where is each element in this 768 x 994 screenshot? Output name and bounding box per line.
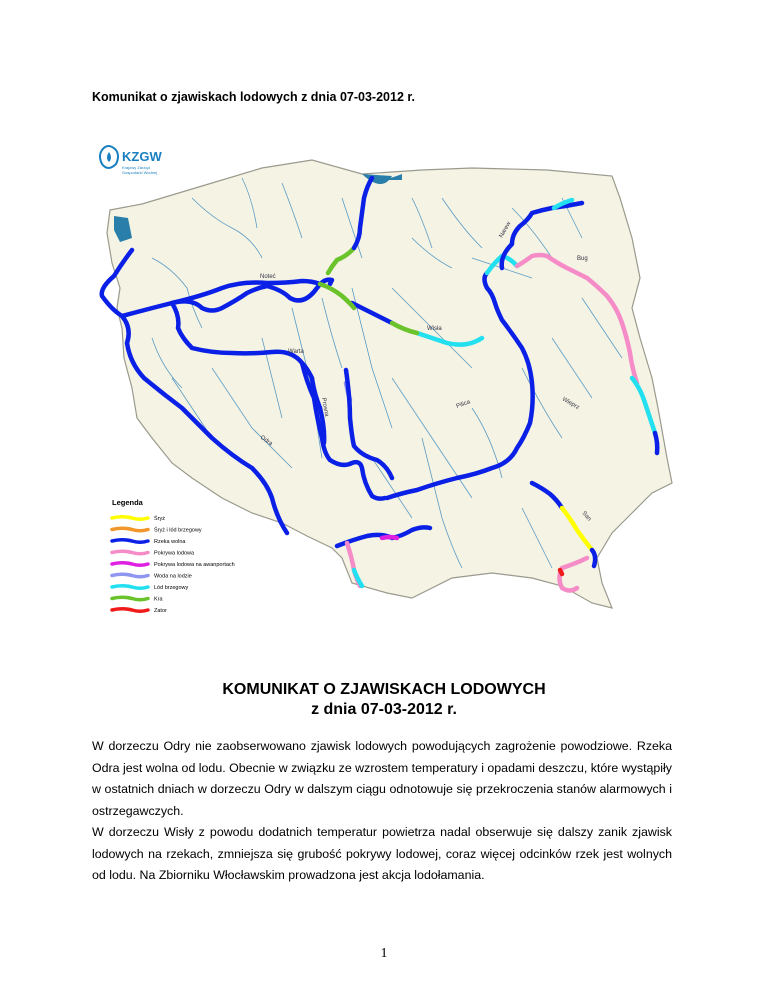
river-label-wisla: Wisła bbox=[427, 326, 442, 332]
legend-swatch bbox=[112, 517, 148, 520]
legend-swatch bbox=[112, 551, 148, 554]
legend-label: Pokrywa lodowa na awanportach bbox=[154, 562, 235, 568]
legend-swatch bbox=[112, 563, 148, 566]
legend-title: Legenda bbox=[112, 498, 143, 507]
river-label-wieprz: Wieprz bbox=[561, 396, 581, 412]
river-label-warta: Warta bbox=[288, 349, 304, 355]
river-label-san: San bbox=[580, 510, 592, 523]
river-label-pilica: Pilica bbox=[455, 399, 472, 410]
page-number: 1 bbox=[380, 946, 388, 961]
legend-label: Woda na lodzie bbox=[154, 573, 192, 580]
legend-label: Pokrywa lodowa bbox=[154, 550, 195, 557]
kzgw-logo bbox=[100, 146, 162, 175]
body-text bbox=[92, 736, 672, 887]
river-label-narew: Narew bbox=[498, 220, 513, 239]
legend-swatch bbox=[112, 528, 148, 531]
legend-swatch bbox=[112, 574, 148, 577]
legend-swatch bbox=[112, 609, 148, 612]
legend-label: Zator bbox=[154, 608, 167, 614]
river-label-bug: Bug bbox=[577, 256, 588, 262]
legend-label: Śryż i lód brzegowy bbox=[154, 527, 202, 534]
paragraph-odra: W dorzeczu Odry nie zaobserwowano zjawisk lodowych powodujących zagrożenie powodziowe. Rzeka Odra jest wolna od lodu. Obecnie w związku ze wzrostem temperatury i opadami deszczu, które wystąpiły w ostatnich dniach w dorzeczu Odry w dalszym ciągu odnotowuje się przekroczenia stanów alarmowych i ostrzegawczych. bbox=[92, 739, 672, 818]
logo-subtitle-1: Krajowy Zarząd bbox=[122, 165, 150, 170]
logo-subtitle-2: Gospodarki Wodnej bbox=[122, 170, 158, 175]
legend-label: Rzeka wolna bbox=[154, 539, 186, 545]
map-legend bbox=[112, 498, 235, 614]
legend-swatch bbox=[112, 540, 148, 543]
legend-label: Kra bbox=[154, 596, 163, 603]
paragraph-wisla: W dorzeczu Wisły z powodu dodatnich temperatur powietrza nadal obserwuje się dalszy zanik zjawisk lodowych na rzekach, zmniejsza się grubość pokrywy lodowej, coraz więcej odcinków rzek jest wolnych od lodu. Na Zbiorniku Włocławskim prowadzona jest akcja lodołamania. bbox=[92, 825, 672, 882]
river-label-prosna: Prosna bbox=[320, 397, 330, 418]
main-title: KOMUNIKAT O ZJAWISKACH LODOWYCH bbox=[222, 681, 546, 698]
legend-label: Śryż bbox=[154, 516, 165, 522]
legend-label: Lód brzegowy bbox=[154, 585, 189, 591]
main-title-date: z dnia 07-03-2012 r. bbox=[311, 701, 457, 718]
legend-swatch bbox=[112, 597, 148, 600]
legend-swatch bbox=[112, 586, 148, 589]
river-label-odra: Odra bbox=[258, 434, 274, 448]
header-title: Komunikat o zjawiskach lodowych z dnia 07-03-2012 r. bbox=[92, 90, 416, 104]
river-label-notec: Noteć bbox=[260, 274, 276, 280]
ice-phenomena-map bbox=[92, 138, 677, 640]
logo-name: KZGW bbox=[122, 149, 162, 164]
